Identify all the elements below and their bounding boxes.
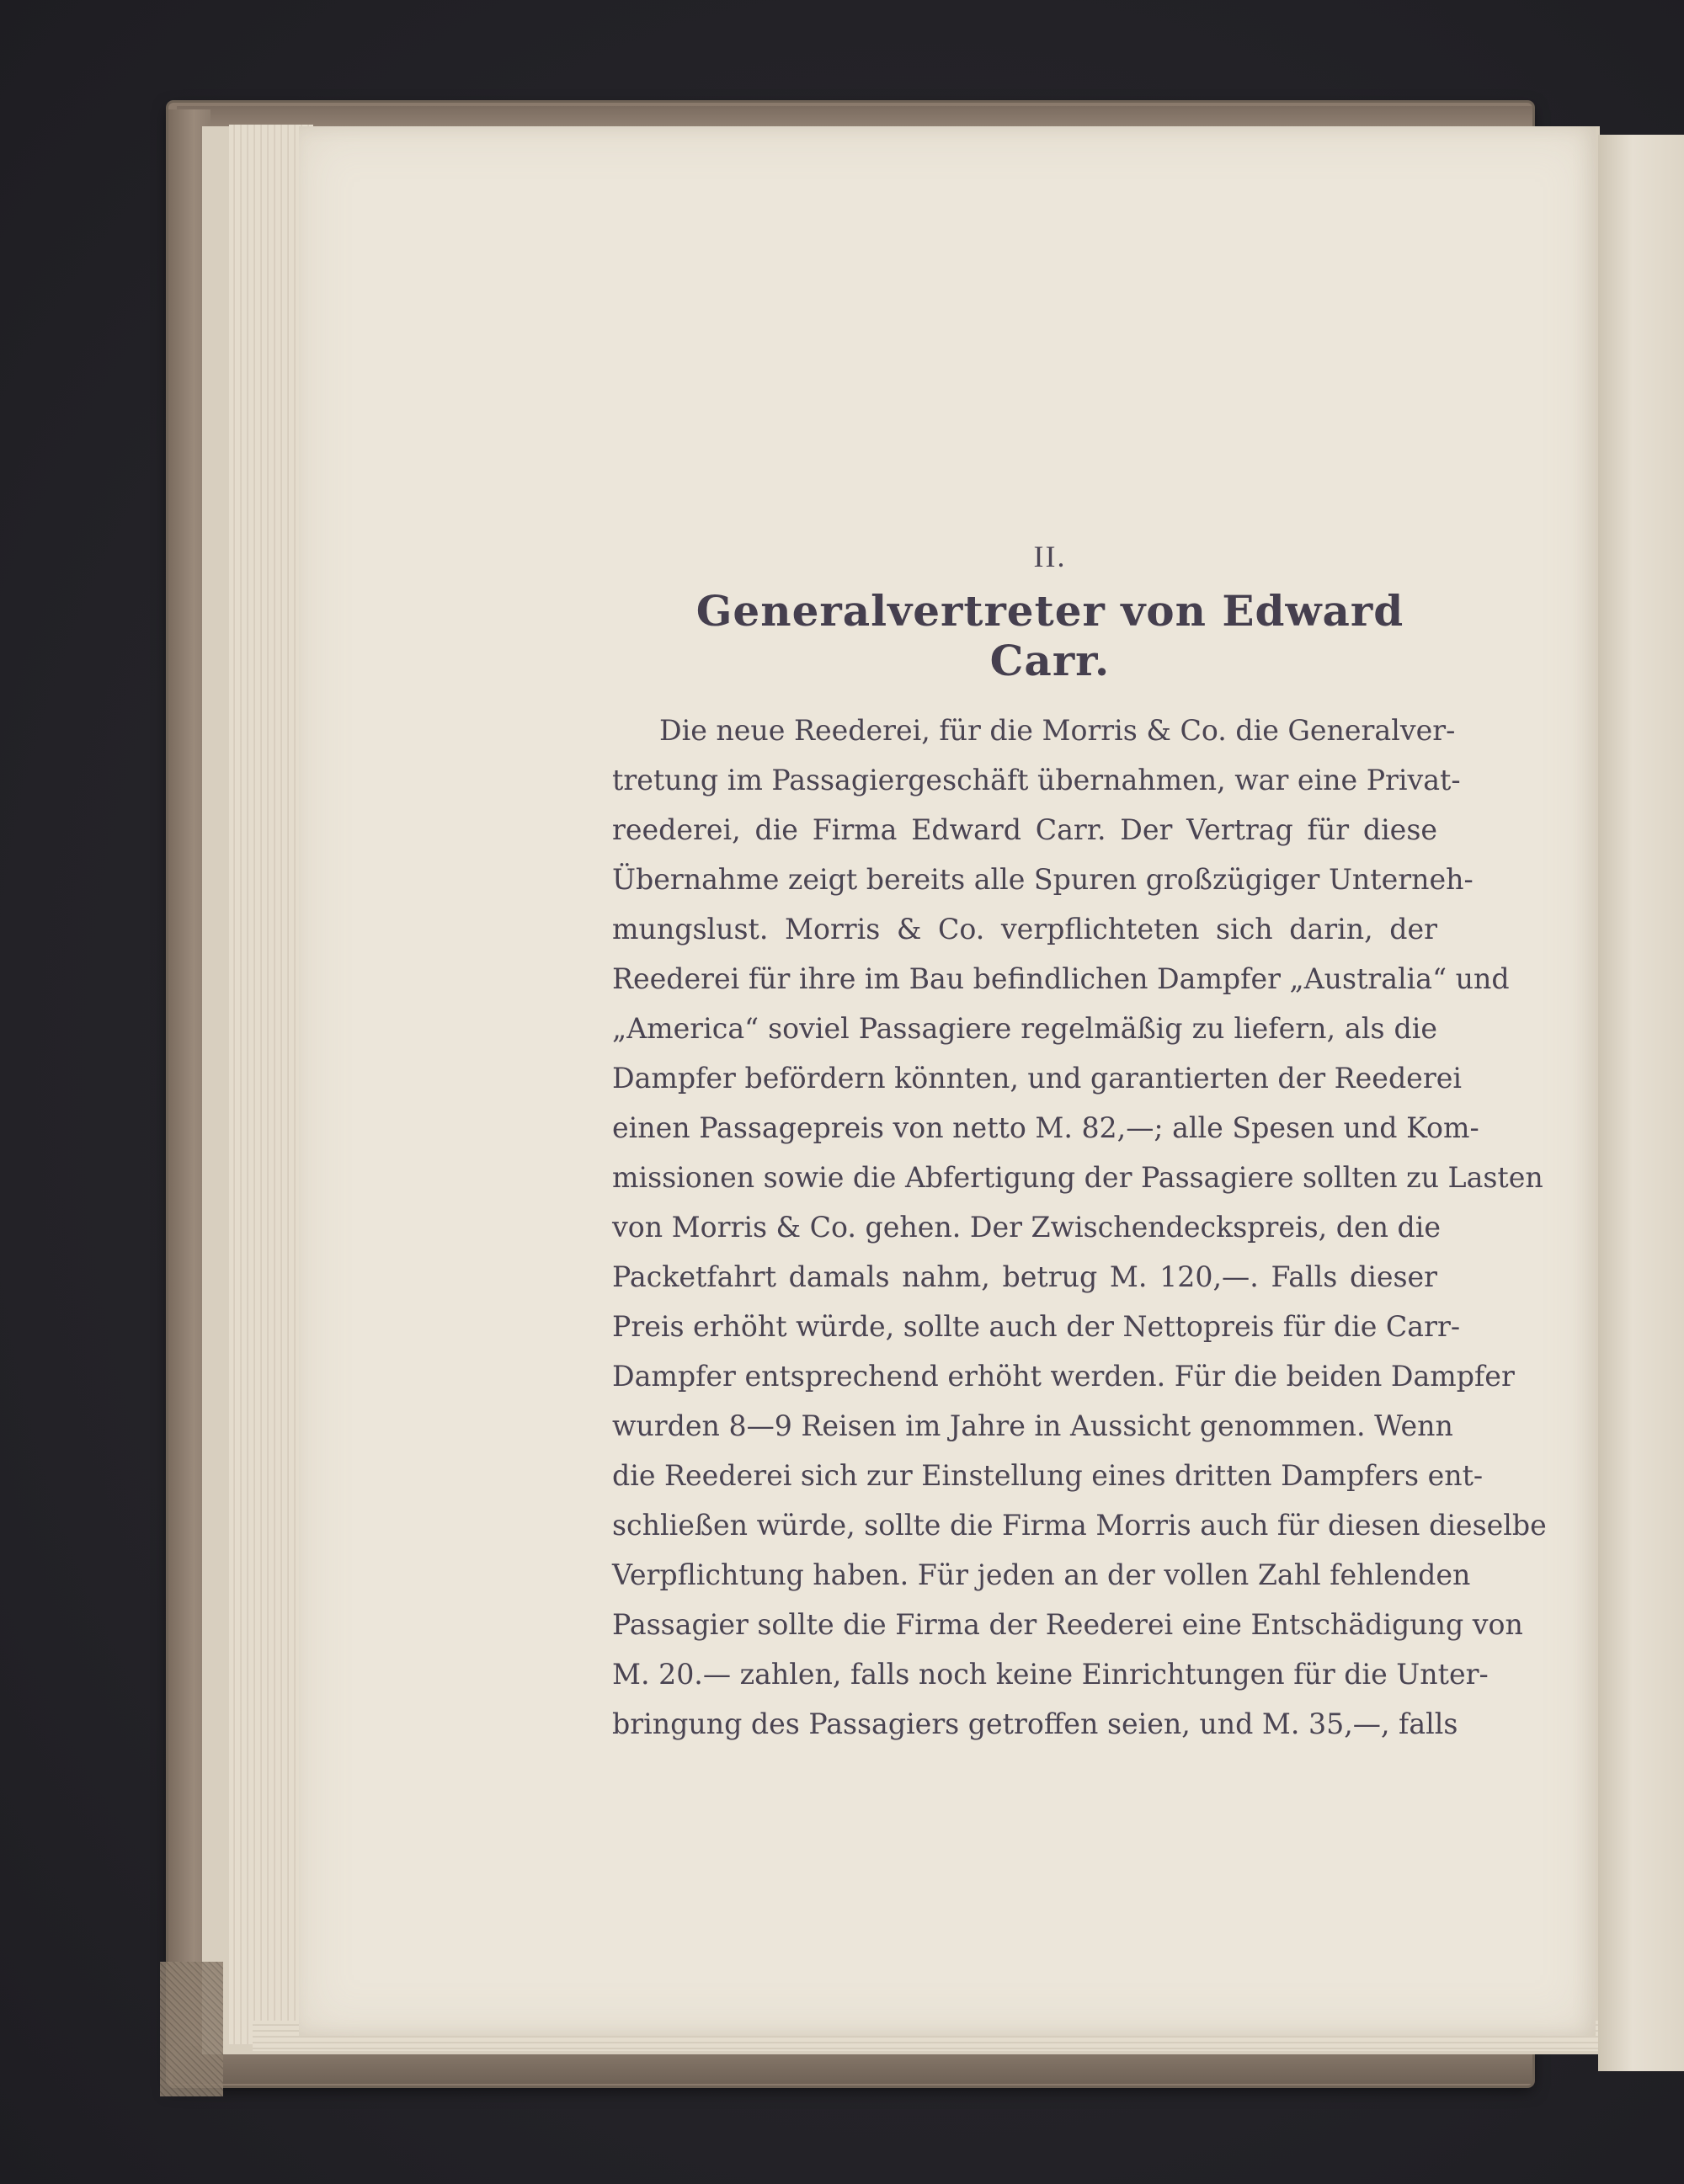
worn-cloth-corner	[160, 1962, 223, 2096]
text-line: Dampfer befördern könnten, und garantierten der Reederei	[612, 1062, 1462, 1095]
chapter-title: Generalvertreter von Edward Carr.	[695, 586, 1404, 685]
text-line: reederei, die Firma Edward Carr. Der Vertrag für diese	[612, 813, 1437, 846]
text-line: Reederei für ihre im Bau befindlichen Dampfer „Australia“ und	[612, 962, 1510, 995]
page-text	[612, 539, 1547, 1749]
text-line: M. 20.— zahlen, falls noch keine Einrichtungen für die Unter-	[612, 1658, 1489, 1691]
text-line: Packetfahrt damals nahm, betrug M. 120,—. Falls dieser	[612, 1260, 1437, 1293]
text-line: Passagier sollte die Firma der Reederei eine Entschädigung von	[612, 1608, 1523, 1641]
text-line: schließen würde, sollte die Firma Morris auch für diesen dieselbe	[612, 1509, 1547, 1542]
text-line: „America“ soviel Passagiere regelmäßig zu liefern, als die	[612, 1012, 1437, 1045]
body-paragraph	[612, 706, 1547, 1749]
next-page-edge	[1598, 135, 1684, 2071]
chapter-number: II.	[1033, 540, 1067, 573]
text-line: einen Passagepreis von netto M. 82,—; alle Spesen und Kom-	[612, 1111, 1479, 1144]
text-line: Preis erhöht würde, sollte auch der Nettopreis für die Carr-	[612, 1310, 1461, 1343]
text-line: Dampfer entsprechend erhöht werden. Für die beiden Dampfer	[612, 1360, 1515, 1393]
text-line: wurden 8—9 Reisen im Jahre in Aussicht genommen. Wenn	[612, 1409, 1453, 1442]
text-line: Verpflichtung haben. Für jeden an der vollen Zahl fehlenden	[612, 1558, 1471, 1591]
text-line: mungslust. Morris & Co. verpflichteten sich darin, der	[612, 913, 1437, 946]
text-line: missionen sowie die Abfertigung der Passagiere sollten zu Lasten	[612, 1161, 1543, 1194]
text-line: die Reederei sich zur Einstellung eines dritten Dampfers ent-	[612, 1459, 1484, 1492]
text-line: tretung im Passagiergeschäft übernahmen, war eine Privat-	[612, 764, 1461, 796]
text-line: Übernahme zeigt bereits alle Spuren großzügiger Unterneh-	[612, 863, 1474, 896]
text-line: bringung des Passagiers getroffen seien, und M. 35,—, falls	[612, 1707, 1458, 1740]
text-line: Die neue Reederei, für die Morris & Co. die Generalver-	[659, 714, 1456, 747]
text-line: von Morris & Co. gehen. Der Zwischendeckspreis, den die	[612, 1211, 1442, 1244]
